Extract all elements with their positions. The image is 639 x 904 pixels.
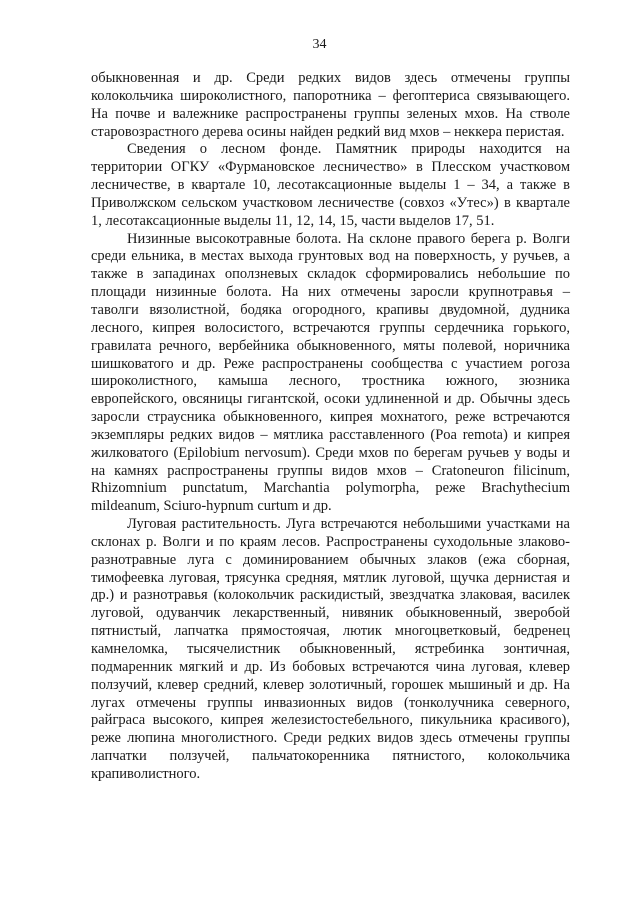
paragraph-continuation: обыкновенная и др. Среди редких видов здесь отмечены группы колокольчика широколистного, папоротника – фегоптериса связывающего. На почве и валежнике распространены группы зеленых мхов. На стволе старовозрастного дерева осины найден редкий вид мхов – неккера перистая.	[91, 70, 570, 140]
paragraph-meadow-vegetation: Луговая растительность. Луга встречаются небольшими участками на склонах р. Волги и по краям лесов. Распространены суходольные злаково-разнотравные луга с доминированием обычных злаков (ежа сборная, тимофеевка луговая, трясунка средняя, мятлик луговой, щучка дернистая и др.) и разнотравья (колокольчик раскидистый, звездчатка злаковая, василек луговой, одуванчик лекарственный, нивяник обыкновенный, зверобой пятнистый, лапчатка прямостоячая, лютик многоцветковый, бедренец камнеломка, тысячелистник обыкновенный, ястребинка зонтичная, подмаренник мягкий и др. Из бобовых встречаются чина луговая, клевер ползучий, клевер средний, клевер золотичный, горошек мышиный и др. На лугах отмечены группы инвазионных видов (тонколучника северного, райграса высокого, кипрея железистостебельного, пикульника красивого), реже люпина многолистного. Среди редких видов здесь отмечены группы лапчатки ползучей, пальчатокоренника пятнистого, колокольчика крапиволистного.	[91, 516, 570, 782]
page-number: 34	[312, 37, 327, 52]
paragraph-forest-fund: Сведения о лесном фонде. Памятник природы находится на территории ОГКУ «Фурмановское лесничество» в Плесском участковом лесничестве, в квартале 10, лесотаксационные выделы 1 – 34, а также в Приволжском сельском участковом лесничестве (совхоз «Утес») в квартале 1, лесотаксационные выделы 11, 12, 14, 15, части выделов 17, 51.	[91, 141, 570, 229]
body-text	[91, 70, 570, 784]
paragraph-lowland-bogs: Низинные высокотравные болота. На склоне правого берега р. Волги среди ельника, в местах выхода грунтовых вод на поверхность, у ручьев, а также в западинах оползневых складок сформировались небольшие по площади низинные болота. На них отмечены заросли крупнотравья – таволги вязолистной, бодяка огородного, крапивы двудомной, дудника лесного, кипрея волосистого, встречаются группы сердечника горького, гравилата речного, вербейника обыкновенного, мяты полевой, норичника шишковатого и др. Реже распространены сообщества с участием рогоза широколистного, камыша лесного, тростника южного, зюзника европейского, овсяницы гигантской, осоки удлиненной и др. Обычны здесь заросли страусника обыкновенного, кипрея мохнатого, реже встречаются экземпляры редких видов – мятлика расставленного (Poa remota) и кипрея жилковатого (Epilobium nervosum). Среди мхов по берегам ручьев у воды и на камнях распространены группы видов мхов – Cratoneuron filicinum, Rhizomnium punctatum, Marchantia polymorpha, реже Brachythecium mildeanum, Sciuro-hypnum curtum и др.	[91, 230, 570, 515]
